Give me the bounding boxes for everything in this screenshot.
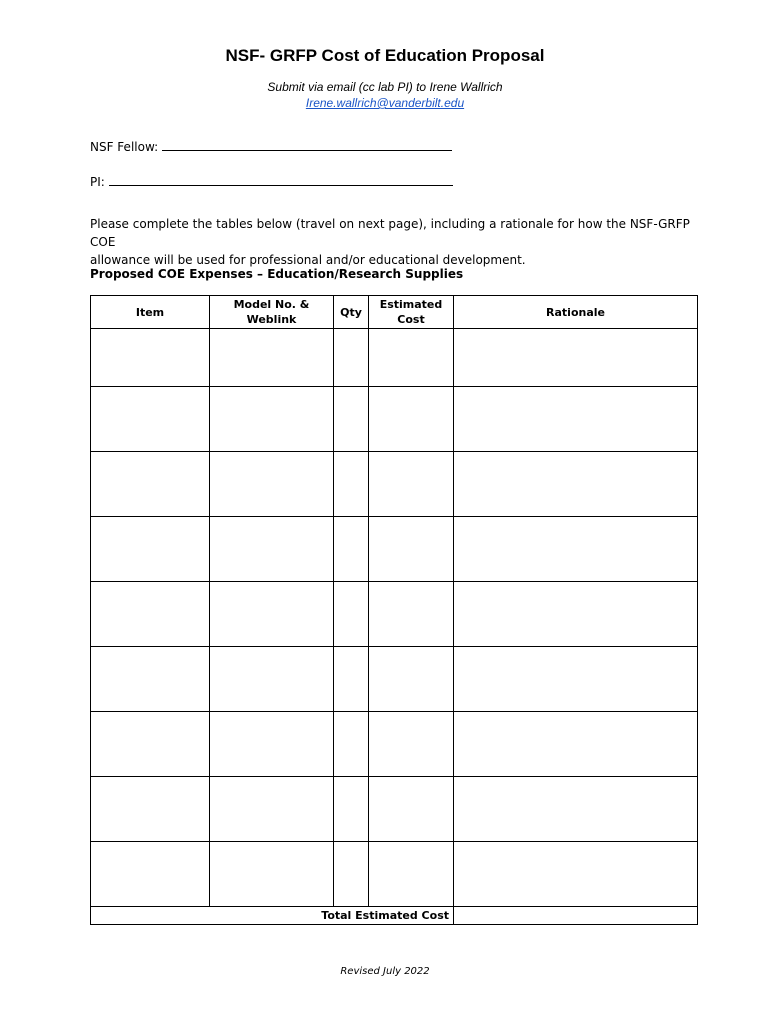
- table-row: [91, 842, 698, 907]
- section-title: Proposed COE Expenses – Education/Research Supplies: [90, 267, 464, 281]
- header-rationale: Rationale: [454, 296, 698, 329]
- cell-rationale[interactable]: [454, 329, 698, 387]
- total-label: Total Estimated Cost: [91, 907, 454, 925]
- cell-cost[interactable]: [369, 387, 454, 452]
- expenses-table: [90, 295, 698, 925]
- cell-item[interactable]: [91, 387, 210, 452]
- cell-model[interactable]: [210, 329, 334, 387]
- header-model-line-1: Model No. &: [233, 298, 310, 311]
- header-model-line-2: Weblink: [246, 313, 297, 326]
- cell-rationale[interactable]: [454, 647, 698, 712]
- header-item: Item: [91, 296, 210, 329]
- cell-rationale[interactable]: [454, 517, 698, 582]
- cell-rationale[interactable]: [454, 582, 698, 647]
- instructions-line-1: Please complete the tables below (travel on next page), including a rationale for how the NSF-GRFP COE: [90, 217, 690, 249]
- cell-cost[interactable]: [369, 517, 454, 582]
- nsf-fellow-blank[interactable]: [162, 140, 452, 151]
- cell-qty[interactable]: [334, 582, 369, 647]
- cell-item[interactable]: [91, 777, 210, 842]
- instructions-paragraph: [90, 215, 690, 269]
- cell-model[interactable]: [210, 517, 334, 582]
- cell-model[interactable]: [210, 647, 334, 712]
- cell-qty[interactable]: [334, 712, 369, 777]
- cell-qty[interactable]: [334, 452, 369, 517]
- table-header-row: [91, 296, 698, 329]
- cell-qty[interactable]: [334, 842, 369, 907]
- cell-cost[interactable]: [369, 712, 454, 777]
- cell-cost[interactable]: [369, 329, 454, 387]
- table-row: [91, 777, 698, 842]
- pi-label: PI:: [90, 175, 105, 189]
- nsf-fellow-field: [90, 140, 452, 154]
- total-value-cell[interactable]: [454, 907, 698, 925]
- cell-model[interactable]: [210, 582, 334, 647]
- cell-item[interactable]: [91, 582, 210, 647]
- table-row: [91, 712, 698, 777]
- instructions-line-2: allowance will be used for professional and/or educational development.: [90, 253, 526, 267]
- cell-qty[interactable]: [334, 329, 369, 387]
- cell-rationale[interactable]: [454, 777, 698, 842]
- header-cost-line-1: Estimated: [379, 298, 443, 311]
- pi-field: [90, 175, 453, 189]
- cell-cost[interactable]: [369, 842, 454, 907]
- cell-item[interactable]: [91, 329, 210, 387]
- cell-model[interactable]: [210, 712, 334, 777]
- cell-cost[interactable]: [369, 777, 454, 842]
- cell-model[interactable]: [210, 387, 334, 452]
- nsf-fellow-label: NSF Fellow:: [90, 140, 159, 154]
- cell-qty[interactable]: [334, 647, 369, 712]
- table-row: [91, 582, 698, 647]
- cell-cost[interactable]: [369, 452, 454, 517]
- header-cost-line-2: Cost: [397, 313, 425, 326]
- pi-blank[interactable]: [109, 175, 453, 186]
- cell-item[interactable]: [91, 842, 210, 907]
- cell-model[interactable]: [210, 452, 334, 517]
- table-row: [91, 452, 698, 517]
- submission-instructions: Submit via email (cc lab PI) to Irene Wallrich: [267, 80, 503, 94]
- cell-item[interactable]: [91, 647, 210, 712]
- table-row: [91, 329, 698, 387]
- table-row: [91, 647, 698, 712]
- cell-rationale[interactable]: [454, 842, 698, 907]
- table-body: [91, 329, 698, 925]
- revision-note: Revised July 2022: [340, 966, 430, 977]
- email-link[interactable]: Irene.wallrich@vanderbilt.edu: [305, 96, 465, 110]
- table-row: [91, 387, 698, 452]
- cell-cost[interactable]: [369, 647, 454, 712]
- table-row: [91, 517, 698, 582]
- header-cost: [369, 296, 454, 329]
- total-row: [91, 907, 698, 925]
- cell-rationale[interactable]: [454, 387, 698, 452]
- cell-model[interactable]: [210, 842, 334, 907]
- header-model: [210, 296, 334, 329]
- cell-rationale[interactable]: [454, 452, 698, 517]
- cell-qty[interactable]: [334, 777, 369, 842]
- header-qty: Qty: [334, 296, 369, 329]
- cell-item[interactable]: [91, 452, 210, 517]
- page-title: NSF- GRFP Cost of Education Proposal: [225, 46, 545, 65]
- cell-qty[interactable]: [334, 387, 369, 452]
- cell-model[interactable]: [210, 777, 334, 842]
- cell-item[interactable]: [91, 517, 210, 582]
- cell-cost[interactable]: [369, 582, 454, 647]
- cell-rationale[interactable]: [454, 712, 698, 777]
- cell-qty[interactable]: [334, 517, 369, 582]
- cell-item[interactable]: [91, 712, 210, 777]
